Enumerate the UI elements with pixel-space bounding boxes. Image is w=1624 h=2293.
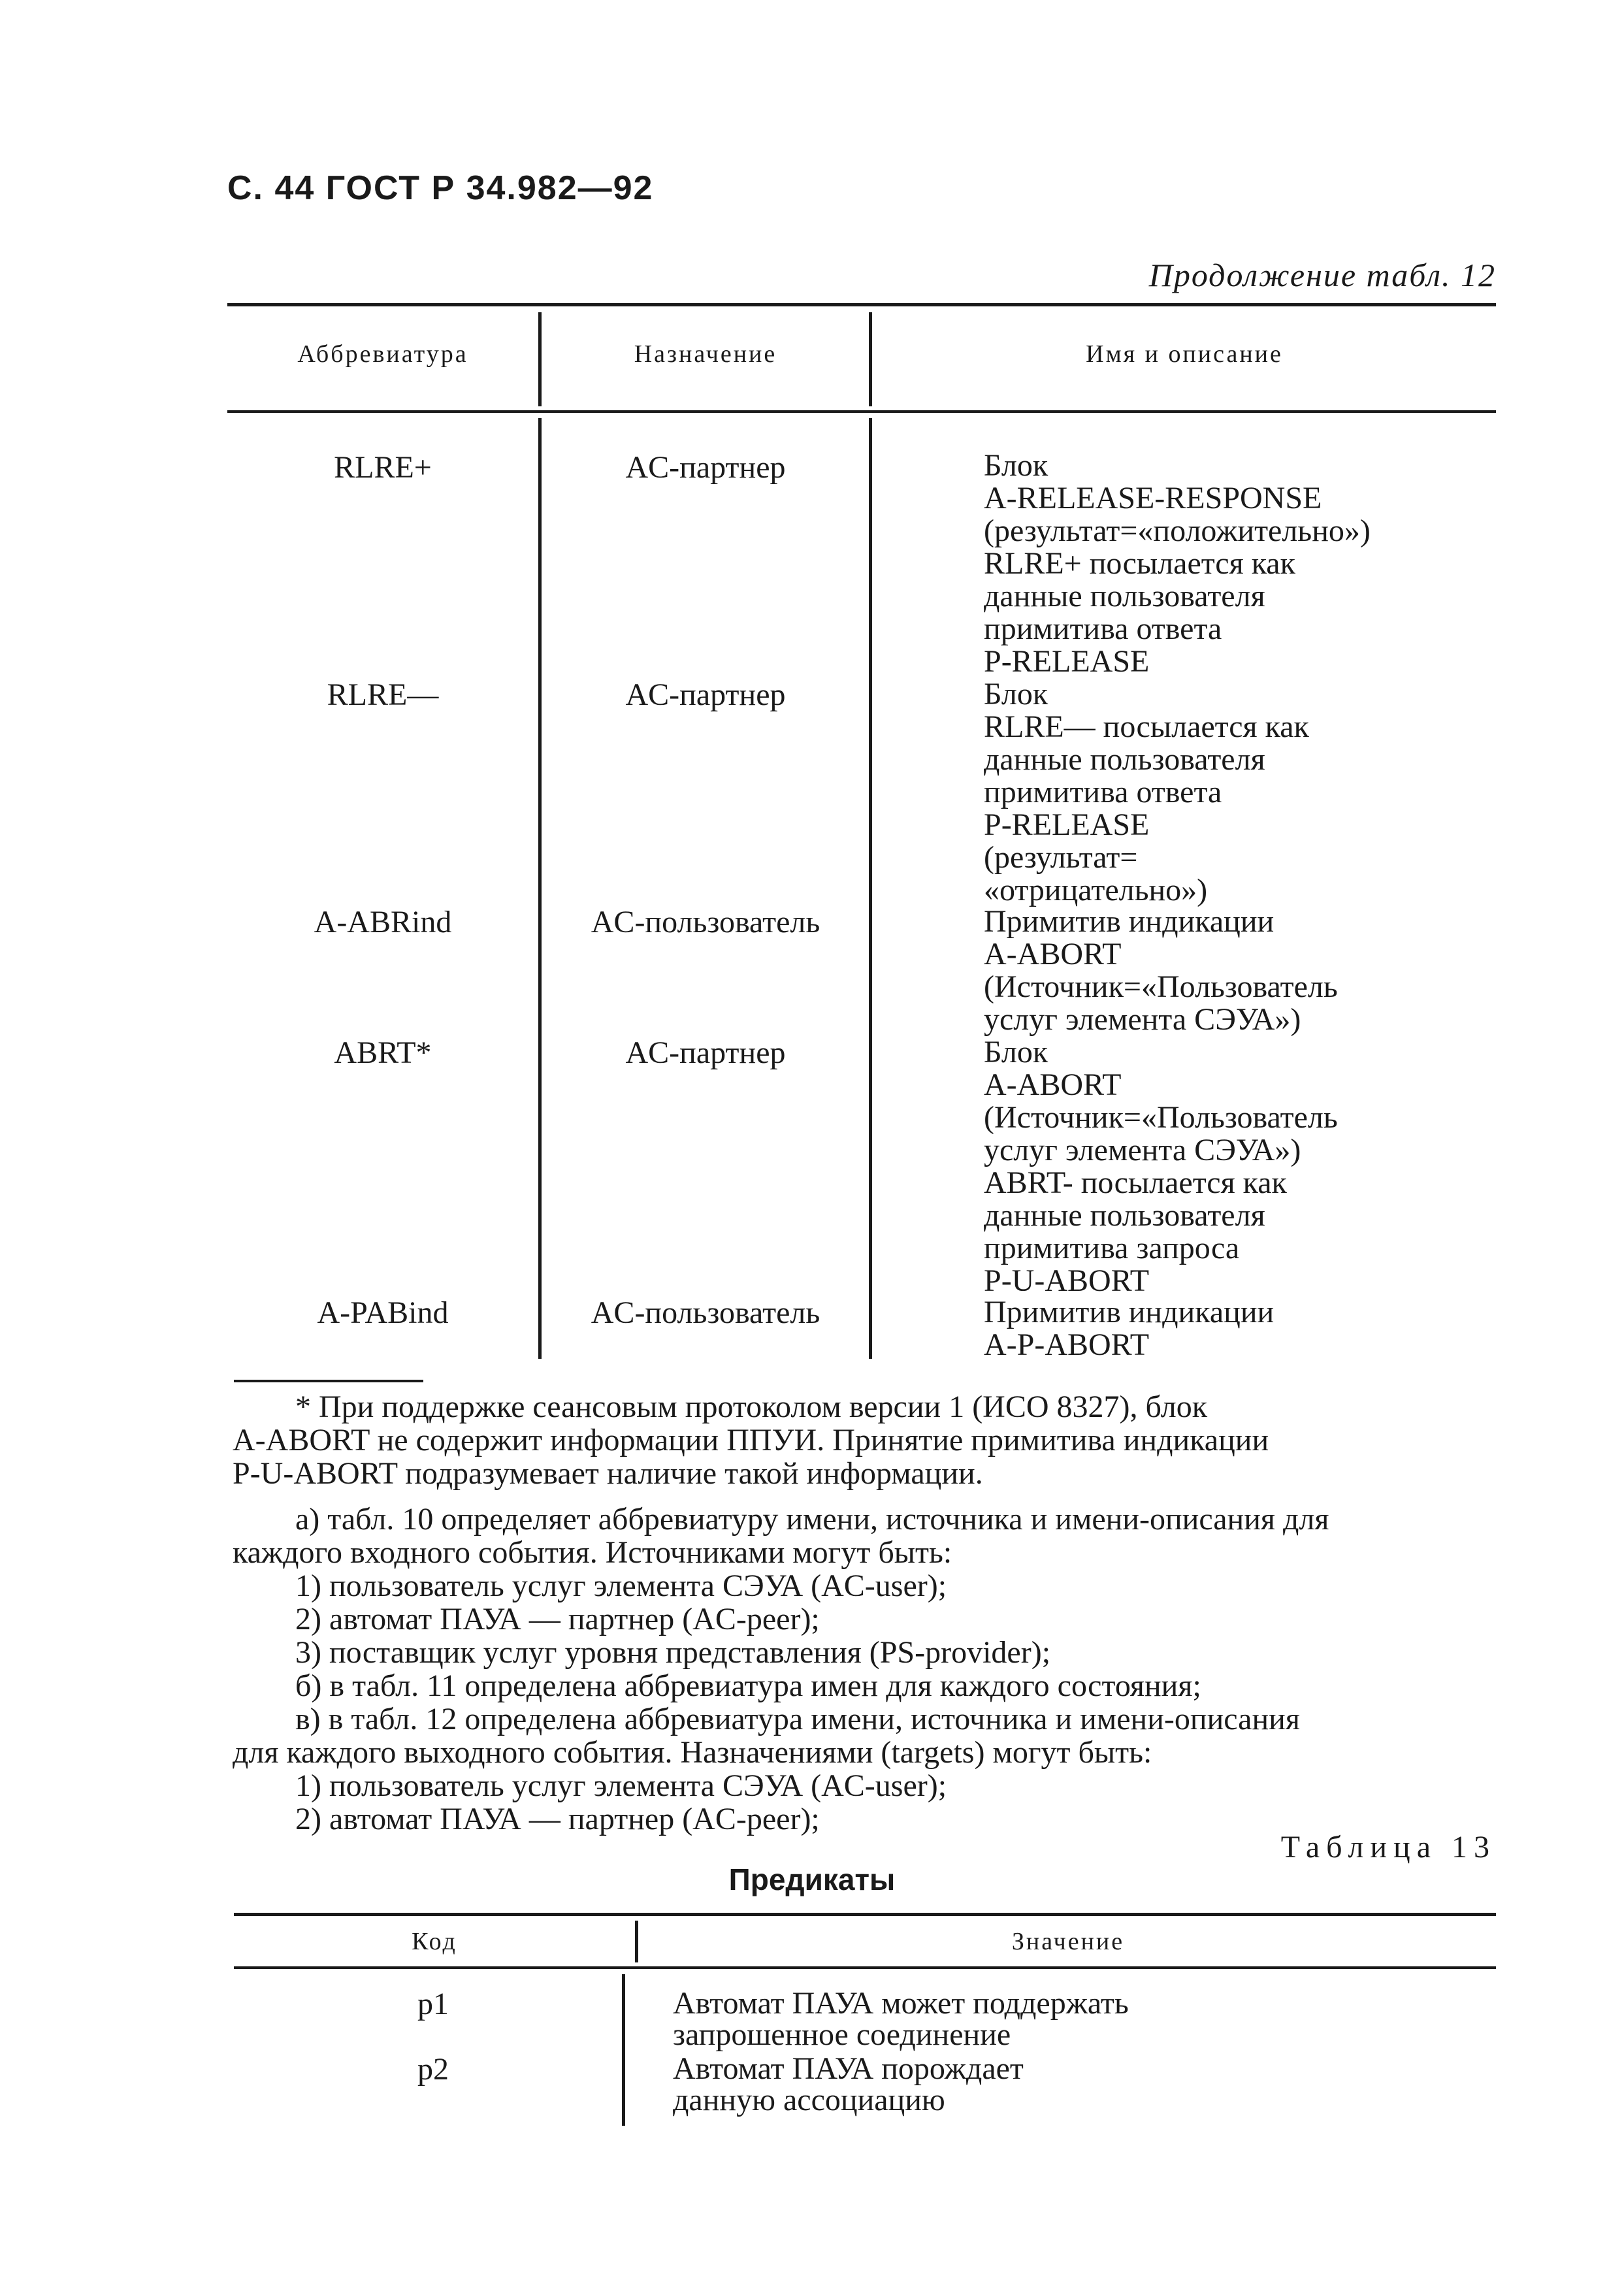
code-cell: p2 xyxy=(417,2052,449,2087)
body-line: 2) автомат ПАУА — партнер (AC-peer); xyxy=(295,1602,820,1636)
table12-top-rule xyxy=(227,303,1496,306)
desc-line: Блок xyxy=(984,448,1048,483)
dest-cell: AC-пользователь xyxy=(591,905,820,939)
desc-line: «отрицательно») xyxy=(984,873,1208,907)
body-line: в) в табл. 12 определена аббревиатура имени, источника и имени-описания xyxy=(295,1702,1300,1736)
table12-header-dest: Назначение xyxy=(634,340,777,368)
body-line: каждого входного события. Источниками могут быть: xyxy=(233,1535,952,1570)
desc-line: RLRE+ посылается как xyxy=(984,546,1295,581)
desc-line: RLRE— посылается как xyxy=(984,709,1309,744)
table13-top-rule xyxy=(234,1913,1496,1916)
desc-line: услуг элемента СЭУА») xyxy=(984,1002,1301,1037)
desc-line: ABRT- посылается как xyxy=(984,1165,1287,1200)
body-line: а) табл. 10 определяет аббревиатуру имени, источника и имени-описания для xyxy=(295,1502,1329,1537)
desc-line: примитива ответа xyxy=(984,775,1222,809)
desc-cell xyxy=(984,449,1480,678)
desc-line: A-RELEASE-RESPONSE xyxy=(984,481,1322,515)
desc-line: (Источник=«Пользователь xyxy=(984,1100,1338,1135)
table13-label: Таблица 13 xyxy=(1280,1830,1496,1864)
desc-line: A-P-ABORT xyxy=(984,1327,1150,1362)
table13-title: Предикаты xyxy=(728,1862,896,1896)
table12-col-divider xyxy=(538,312,542,406)
desc-line: данные пользователя xyxy=(984,579,1265,613)
footnote-line: A-ABORT не содержит информации ППУИ. Принятие примитива индикации xyxy=(233,1423,1269,1457)
dest-cell: AC-партнер xyxy=(625,677,786,712)
abbr-cell: A-PABind xyxy=(317,1295,449,1330)
value-cell xyxy=(673,2050,1483,2119)
abbr-cell: RLRE+ xyxy=(334,450,432,485)
value-line: данную ассоциацию xyxy=(673,2083,945,2117)
value-cell xyxy=(673,1985,1483,2054)
value-line: Автомат ПАУА может поддержать xyxy=(673,1986,1129,2021)
desc-line: данные пользователя xyxy=(984,1198,1265,1233)
desc-line: (результат= xyxy=(984,840,1138,875)
body-line: б) в табл. 11 определена аббревиатура имен для каждого состояния; xyxy=(295,1668,1201,1703)
abbr-cell: A-ABRind xyxy=(314,905,452,939)
table12-col-divider xyxy=(538,418,542,1359)
dest-cell: AC-партнер xyxy=(625,450,786,485)
table12-header-rule xyxy=(227,410,1496,413)
desc-line: (Источник=«Пользователь xyxy=(984,969,1338,1004)
body-line: 2) автомат ПАУА — партнер (AC-peer); xyxy=(295,1802,820,1836)
desc-line: P-RELEASE xyxy=(984,644,1150,679)
footnote-line: * При поддержке сеансовым протоколом версии 1 (ИСО 8327), блок xyxy=(295,1390,1208,1424)
value-line: запрошенное соединение xyxy=(673,2017,1011,2052)
desc-line: A-ABORT xyxy=(984,937,1122,971)
desc-line: данные пользователя xyxy=(984,742,1265,777)
table12-col-divider xyxy=(869,312,872,406)
body-line: 1) пользователь услуг элемента СЭУА (AC-user); xyxy=(295,1768,947,1803)
desc-line: Блок xyxy=(984,1035,1048,1069)
dest-cell: AC-партнер xyxy=(625,1035,786,1070)
footnote-line: P-U-ABORT подразумевает наличие такой информации. xyxy=(233,1456,983,1491)
code-cell: p1 xyxy=(417,1987,449,2021)
table12-col-divider xyxy=(869,418,872,1359)
desc-line: Примитив индикации xyxy=(984,904,1275,939)
value-line: Автомат ПАУА порождает xyxy=(673,2051,1024,2086)
body-text xyxy=(233,1503,1496,1836)
body-line: для каждого выходного события. Назначениями (targets) могут быть: xyxy=(233,1735,1152,1770)
desc-cell xyxy=(984,1296,1480,1361)
body-line: 1) пользователь услуг элемента СЭУА (AC-user); xyxy=(295,1569,947,1603)
abbr-cell: ABRT* xyxy=(334,1035,432,1070)
table13-header-code: Код xyxy=(412,1928,457,1955)
table-continuation-label: Продолжение табл. 12 xyxy=(1148,257,1496,293)
desc-line: P-U-ABORT xyxy=(984,1263,1150,1298)
desc-line: Блок xyxy=(984,677,1048,711)
table13-col-divider xyxy=(635,1921,638,1962)
table12-header-desc: Имя и описание xyxy=(1086,340,1283,368)
table13-header-value: Значение xyxy=(1011,1928,1125,1955)
desc-cell xyxy=(984,905,1480,1036)
desc-cell xyxy=(984,1036,1480,1297)
table12-header-abbr: Аббревиатура xyxy=(297,340,468,368)
desc-line: Примитив индикации xyxy=(984,1295,1275,1329)
footnote-rule xyxy=(234,1380,423,1382)
dest-cell: AC-пользователь xyxy=(591,1295,820,1330)
desc-line: P-RELEASE xyxy=(984,807,1150,842)
page-header: С. 44 ГОСТ Р 34.982—92 xyxy=(227,169,654,207)
desc-line: A-ABORT xyxy=(984,1067,1122,1102)
desc-line: услуг элемента СЭУА») xyxy=(984,1133,1301,1167)
desc-line: примитива ответа xyxy=(984,611,1222,646)
table13-header-rule xyxy=(234,1966,1496,1969)
desc-line: (результат=«положительно») xyxy=(984,513,1371,548)
desc-cell xyxy=(984,678,1480,907)
body-line: 3) поставщик услуг уровня представления (PS-provider); xyxy=(295,1635,1051,1670)
desc-line: примитива запроса xyxy=(984,1231,1240,1265)
footnote xyxy=(233,1390,1496,1490)
abbr-cell: RLRE— xyxy=(327,677,439,712)
